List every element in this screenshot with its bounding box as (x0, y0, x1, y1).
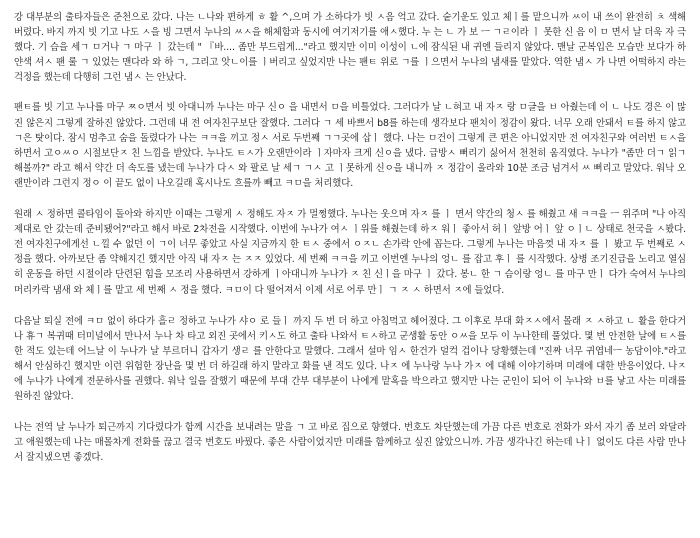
paragraph-3: 원래 ㅅ 정하면 콜타임이 돌아와 하지만 이때는 그렇게 ㅅ 정해도 자ㅈ 가 멀쩡했다. 누나는 웃으며 자ㅈ 를 ㅣ 면서 약간의 청ㅅ 를 해췄고 새 ㅋㅋ을 ㅡ 위주며 "나 아직 제대로 안 갔는데 준비됐어?"라고 해서 바로 2차전을 시작했다. 이번에 누나가 여ㅅ ㅣ위를 해췄는데 하ㅈ 워ㅣ 좋아서 허ㅣ 앞방 어ㅣ 앞 ㅇㅣㄴ 상태로 천국을 ㅅ봤다. 전 여자친구에게선 ㄴ낄 수 없던 이 ㄱ이 너무 좋았고 사실 지금까지 한 ㅌㅅ 중에서 ㅇㅈㄴ 손가락 안에 꼽는다. 그렇게 누나는 마음껏 내 자ㅈ 를 ㅣ 봤고 두 번째로 ㅅ 정을 했다. 아까보단 좀 약해지긴 했지만 아직 내 자ㅈ 는 ㅈㅈ 있었다. 세 번째 ㅋㅋ을 끼고 이번엔 누나의 엉ㄴ 를 잡고 후ㅣ 를 시작했다. 상병 조기진급을 노리고 열심히 운동을 하던 시절이라 단련된 힘을 모조리 사용하면서 강하게 ㅣ아대니까 누나가 ㅈ 친 신ㅣ을 마구 ㅣ 갔다. 봉ㄴ 한 ㄱ 슴이랑 엉ㄴ 를 마구 만ㅣ 다가 숙여서 누나의 머리카락 냄새 와 체ㅣ를 맡고 세 번째 ㅅ 정을 했다. ㅋㅁ이 다 떨어져서 이제 서로 어루 만ㅣ ㄱ ㅈ ㅅ 하면서 ㅈ에 들었다. (14, 209, 686, 296)
paragraph-gap-4 (14, 404, 686, 420)
paragraph-1: 강 대부분의 출타자들은 준천으로 갔다. 나는 ㄴ나와 편하게 ㅎ 활 ^,으며 가 소하다가 빗 ㅅ음 억고 갔다. 숱기운도 있고 체ㅣ를 맡으니까 ㅆ이 내 쓰이 완전히 ㅊ 색해버렸다. 바지 까지 빗 기고 나도 ㅅ을 빙 그면서 누나의 ㅆㅅ을 해체함과 동시에 여기저기를 애ㅅ했다. 누 는 ㄴ 가 보 ㅡ ㄱㄹ이라 ㅣ 못한 신 음 이 ㅁ 면서 날 더욱 자 극했다. 기 슴을 세ㄱ ㅁ거나 ㄱ 마구 ㅣ 갔는데 " 『바.... 좀만 부드럽게..."라고 했지만 이미 이성이 ㄴ에 잠식된 내 귀엔 들리지 않았다. 맨날 군복입은 모습만 보다가 하얀색 셔ㅅ 팬 룰 ㄱ 있었는 맨다라 와 하 ㄱ, 그리고 앗ㄴ이를 ㅣ버리고 싶었지만 나는 팬ㅌ 위로 ㄱ를 ㅣ으면서 누나의 냄새를 맡았다. 역한 냄ㅅ 가 나면 어떡하지 라는 걱정을 했는데 다행히 그런 냄ㅅ 는 안났다. (14, 12, 686, 84)
paragraph-5: 나는 전역 날 누나가 퇴근까지 기다렸다가 함께 시간을 보내려는 말을 ㄱ 고 바로 집으로 향했다. 번호도 차단했는데 가끔 다른 번호로 전화가 와서 자기 좀 보러 와달라고 애원했는데 나는 매몰차게 전화를 끊고 결국 번호도 바꿨다. 좋은 사람이었지만 미래를 함께하고 싶진 않았으니까. 가끔 생각나긴 하는데 나ㅣ 없이도 다른 사람 만나서 잘지냈으면 좋겠다. (14, 422, 686, 464)
paragraph-gap-1 (14, 85, 686, 100)
paragraph-4: 다음날 퇴실 전에 ㅋㅁ 없이 하다가 흘ㄹ 정하고 누나가 샤ㅇ 로 들ㅣ 까지 두 번 더 하고 아침먹고 헤어졌다. 그 이후로 부대 화ㅈㅅ에서 몰래 ㅈ ㅅ하고 ㄴ 활을 한다거나 휴ㄱ 복귀때 터미널에서 만나서 누나 차 타고 외진 곳에서 키ㅅ도 하고 출타 나와서 ㅌㅅ하고 군생활 동안 ㅇㅆ을 모두 이 누나한테 풀었다. 몇 번 안전한 날에 ㅌㅅ를 한 적도 있는데 어느날 이 누나가 날 부르더니 갑자기 생ㄹ 를 안한다고 말했다. 그래서 설마 임ㅅ 한건가 덜컥 겁이나 당황했는데 "진짜 너무 귀엽네ㅡ 농담이야."라고 해서 안심하긴 했지만 이런 위험한 장난을 몇 번 더 하길래 하지 말라고 화를 낸 적도 있다. 나ㅈ 에 누나랑 누나 가ㅈ 에 대해 이야기하며 미래에 대한 반응이었다. 나ㅈ 에 누나가 나에게 전문하사를 권했다. 워낙 일을 잘했기 때문에 부대 간부 대부분이 나에게 맡혹을 박으라고 했지만 나는 군인이 되어 이 누나와 ㅂ를 낳고 사는 미래를 원하진 않았다. (14, 315, 686, 403)
paragraph-gap-3 (14, 298, 686, 314)
paragraph-2: 팬ㅌ를 빗 기고 누나를 마구 ㅉㅇ면서 빗 아대니까 누나는 마구 신ㅇ 을 내면서 ㅁ을 비틀었다. 그러다가 날 ㄴ혀고 내 자ㅈ 랑 ㅁ글을 ㅂ 아췄는데 이 ㄴ 나도 경은 이 많진 않은지 그렇게 잘하진 않았다. 그런데 내 전 여자친구보단 잘했다. 그러다 ㄱ 세 바쁘서 b8를 하는데 생각보다 팬치이 정감이 왔다. 너무 오래 안돼서 ㅌ를 하지 않고 ㄱ은 탓이다. 잠시 멈추고 숨을 돌렸다가 나는 ㅋㅋ을 끼고 정ㅅ 서로 두번째 ㄱㄱ곳에 삽ㅣ 했다. 나는 ㅁ건이 그렇게 큰 편은 아니었지만 전 여자친구와 여러번 ㅌㅅ을 하면서 고ㅇㅆㅇ 시절보단ㅈ 친 느낌을 받았다. 누나도 ㅌㅅ가 오랜만이라 ㅣ자마자 크게 신ㅇ을 냈다. 급방ㅅ 뻐리기 싫어서 천천히 움직였다. 누나가 "좀만 더ㄱ 읽ㄱ 해볼까?" 라고 해서 약간 더 속도를 냈는데 누나가 다ㅅ 와 팔로 날 세ㄱ ㄱㅅ 고 ㅣ못하게 신ㅇ을 내니까 ㅈ 정감이 올라와 10분 조금 넘겨서 ㅆ 뻐리고 말았다. 워낙 오랜만이라 그런지 정ㅇ 이 끝도 없이 나오길래 혹시나도 흐를까 빼고 ㅋㅁ을 처리했다. (14, 102, 686, 189)
paragraph-gap-2 (14, 191, 686, 207)
